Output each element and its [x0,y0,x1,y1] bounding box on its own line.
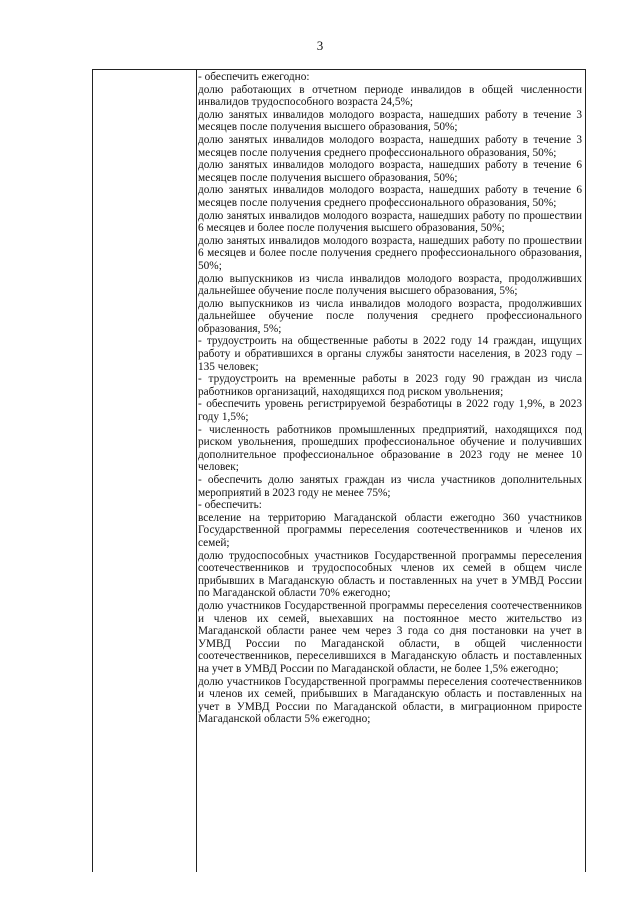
table-left-column [93,70,197,872]
document-table [92,69,586,872]
paragraph: долю трудоспособных участников Государственной программы переселения соотечественников и трудоспособных членов их семей в общем числе прибывших в Магаданскую область и поставленных на учет в УМВД России по Магаданской области 70% ежегодно; [198,549,582,600]
paragraph: долю выпускников из числа инвалидов молодого возраста, продолживших дальнейшее обучение после получения среднего профессионального образования, 5%; [198,297,582,335]
paragraph: долю занятых инвалидов молодого возраста, нашедших работу в течение 3 месяцев после получения среднего профессионального образования, 50%; [198,133,582,159]
paragraph: - трудоустроить на общественные работы в 2022 году 14 граждан, ищущих работу и обратившихся в органы службы занятости населения, в 2023 году – 135 человек; [198,335,582,373]
paragraph: долю занятых инвалидов молодого возраста, нашедших работу в течение 6 месяцев после получения среднего профессионального образования, 50%; [198,184,582,209]
paragraph: - обеспечить долю занятых граждан из числа участников дополнительных мероприятий в 2023 году не менее 75%; [198,474,582,499]
paragraph: долю занятых инвалидов молодого возраста, нашедших работу по прошествии 6 месяцев и более после получения высшего образования, 50%; [198,209,582,235]
paragraph: - обеспечить уровень регистрируемой безработицы в 2022 году 1,9%, в 2023 году 1,5%; [198,398,582,424]
paragraph: долю занятых инвалидов молодого возраста, нашедших работу в течение 6 месяцев после получения высшего образования, 50%; [198,159,582,184]
paragraph: долю работающих в отчетном периоде инвалидов в общей численности инвалидов трудоспособного возраста 24,5%; [198,83,582,109]
paragraph: - численность работников промышленных предприятий, находящихся под риском увольнения, прошедших профессиональное обучение и получивших дополнительное профессиональное образование в 2023 году не менее 10 человек; [198,423,582,474]
paragraph: - трудоустроить на временные работы в 2023 году 90 граждан из числа работников организаций, находящихся под риском увольнения; [198,373,582,398]
page-number: 3 [316,38,324,53]
paragraph: - обеспечить: [198,499,262,512]
paragraph: долю занятых инвалидов молодого возраста, нашедших работу по прошествии 6 месяцев и более после получения среднего профессионального образования, 50%; [198,234,582,272]
paragraph: долю участников Государственной программы переселения соотечественников и членов их семей, прибывших в Магаданскую область и поставленных на учет в УМВД России по Магаданской области, в миграционном приросте Магаданской области 5% ежегодно; [198,675,582,726]
paragraph: долю участников Государственной программы переселения соотечественников и членов их семей, выехавших на постоянное место жительство из Магаданской области ранее чем через 3 года со дня постановки на учет в УМВД России по Магаданской области, в общей численности соотечественников, переселившихся в Магаданскую область и поставленных на учет в УМВД России по Магаданской области, не более 1,5% ежегодно; [198,599,582,675]
paragraph: долю занятых инвалидов молодого возраста, нашедших работу в течение 3 месяцев после получения высшего образования, 50%; [198,108,582,134]
paragraph: вселение на территорию Магаданской области ежегодно 360 участников Государственной программы переселения соотечественников и членов их семей; [198,511,582,549]
table-right-column [198,71,582,726]
paragraph: - обеспечить ежегодно: [198,71,310,83]
paragraph: долю выпускников из числа инвалидов молодого возраста, продолживших дальнейшее обучение после получения высшего образования, 5%; [198,272,582,298]
